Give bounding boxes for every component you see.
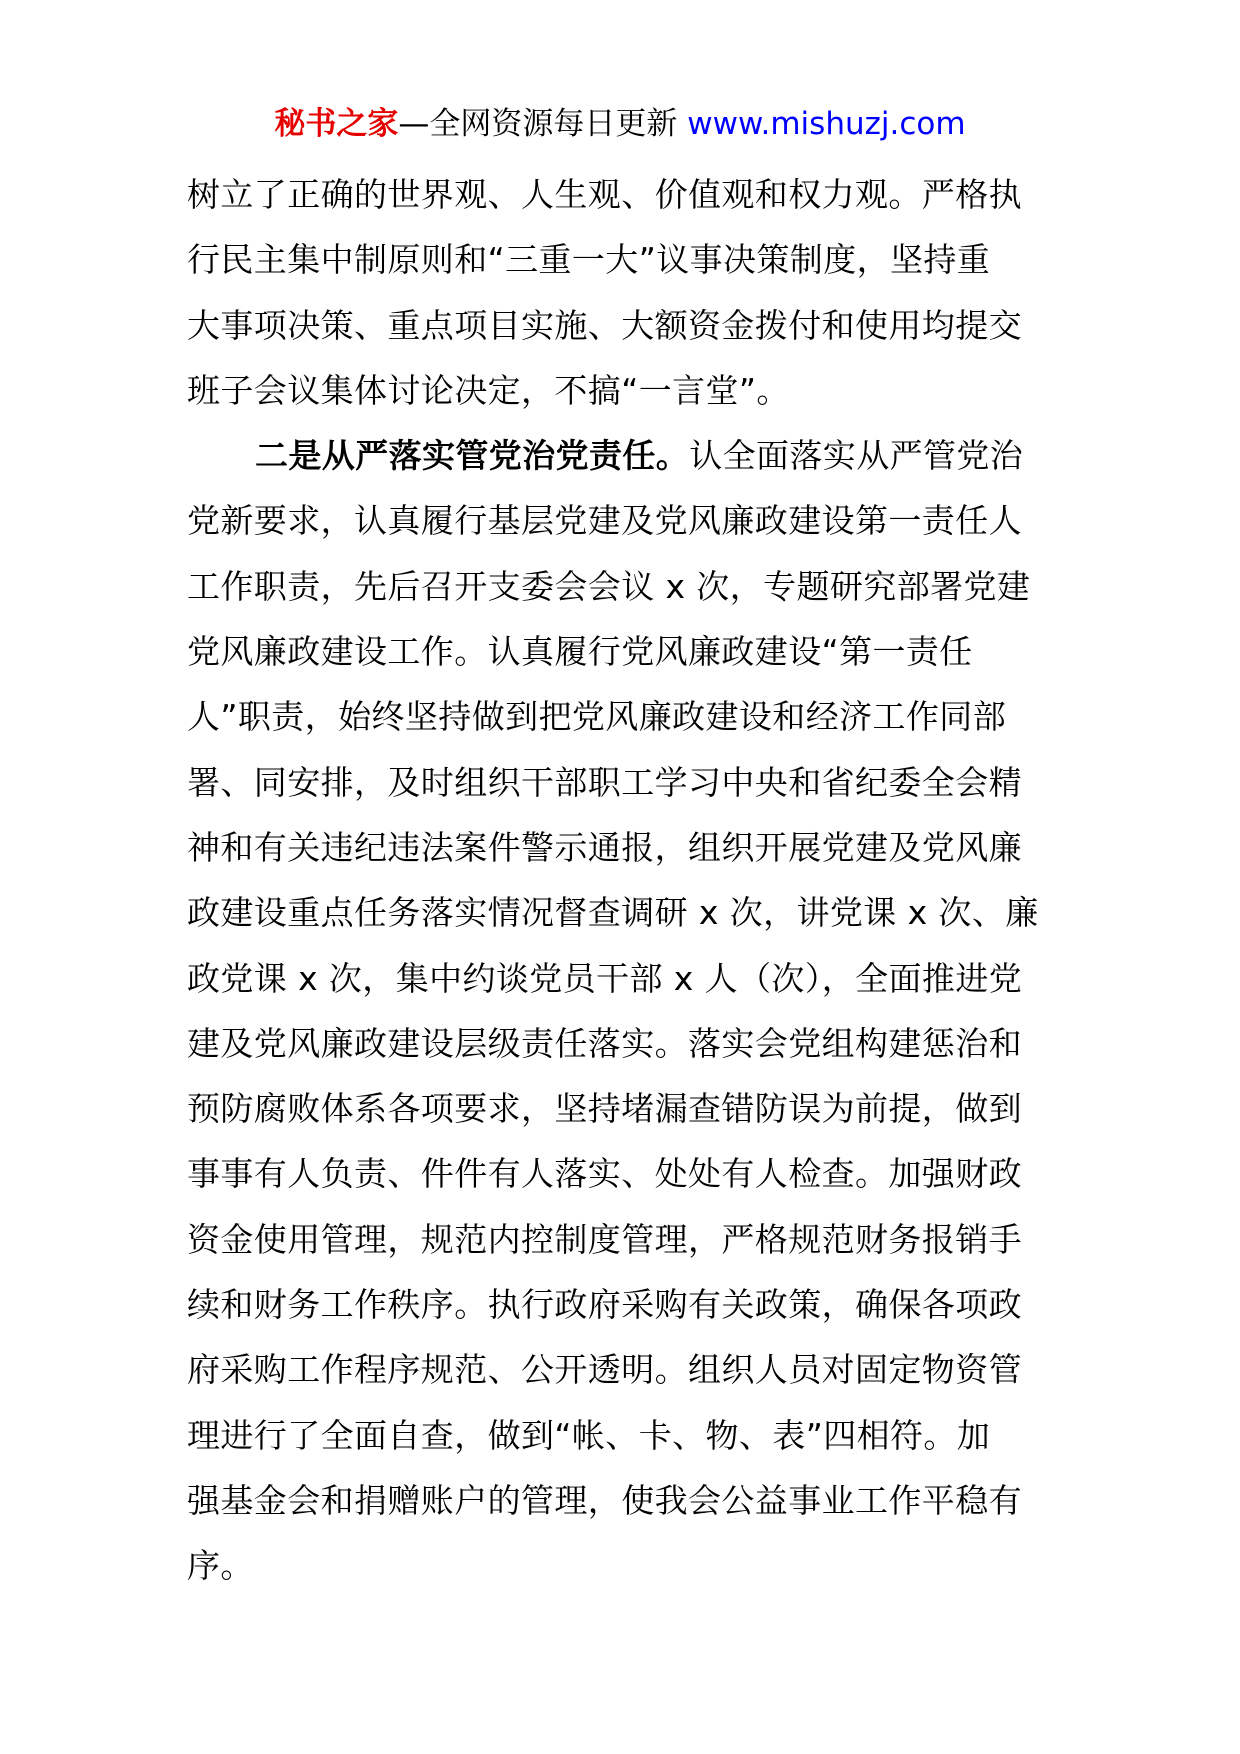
paragraph-2-first-line-text: 认全面落实从严管党治	[689, 436, 1024, 476]
text-line: 府采购工作程序规范、公开透明。组织人员对固定物资管	[187, 1350, 1022, 1390]
text-line: 资金使用管理，规范内控制度管理，严格规范财务报销手	[187, 1219, 1022, 1259]
text-line: 预防腐败体系各项要求，坚持堵漏查错防误为前提，做到	[187, 1089, 1022, 1129]
document-body	[187, 162, 1057, 1599]
paragraph-2-heading: 二是从严落实管党治党责任。	[255, 436, 690, 476]
text-line: 工作职责，先后召开支委会会议 x 次，专题研究部署党建	[187, 566, 1031, 606]
text-line: 树立了正确的世界观、人生观、价值观和权力观。严格执	[187, 175, 1022, 214]
page-header	[0, 102, 1240, 146]
site-slogan: —全网资源每日更新	[398, 106, 688, 142]
text-line: 党风廉政建设工作。认真履行党风廉政建设“第一责任	[187, 632, 973, 672]
text-line: 强基金会和捐赠账户的管理，使我会公益事业工作平稳有	[187, 1480, 1022, 1520]
text-line: 行民主集中制原则和“三重一大”议事决策制度，坚持重	[187, 240, 991, 280]
paragraph-2-first-line	[187, 423, 1057, 488]
site-brand: 秘书之家	[274, 106, 399, 142]
text-line: 政建设重点任务落实情况督查调研 x 次，讲党课 x 次、廉	[187, 893, 1039, 933]
text-line: 事事有人负责、件件有人落实、处处有人检查。加强财政	[187, 1154, 1022, 1194]
text-line: 序。	[187, 1546, 254, 1586]
text-line: 党新要求，认真履行基层党建及党风廉政建设第一责任人	[187, 501, 1022, 541]
text-line: 续和财务工作秩序。执行政府采购有关政策，确保各项政	[187, 1285, 1022, 1325]
site-url[interactable]: www.mishuzj.com	[687, 106, 966, 142]
text-line: 班子会议集体讨论决定，不搞“一言堂”。	[187, 370, 790, 410]
text-line: 政党课 x 次，集中约谈党员干部 x 人（次），全面推进党	[187, 958, 1023, 998]
text-line: 人”职责，始终坚持做到把党风廉政建设和经济工作同部	[187, 697, 1007, 737]
text-line: 理进行了全面自查，做到“帐、卡、物、表”四相符。加	[187, 1415, 991, 1455]
text-line: 建及党风廉政建设层级责任落实。落实会党组构建惩治和	[187, 1023, 1022, 1063]
text-line: 神和有关违纪违法案件警示通报，组织开展党建及党风廉	[187, 827, 1022, 867]
text-line: 署、同安排，及时组织干部职工学习中央和省纪委全会精	[187, 762, 1022, 802]
text-line: 大事项决策、重点项目实施、大额资金拨付和使用均提交	[187, 305, 1022, 345]
